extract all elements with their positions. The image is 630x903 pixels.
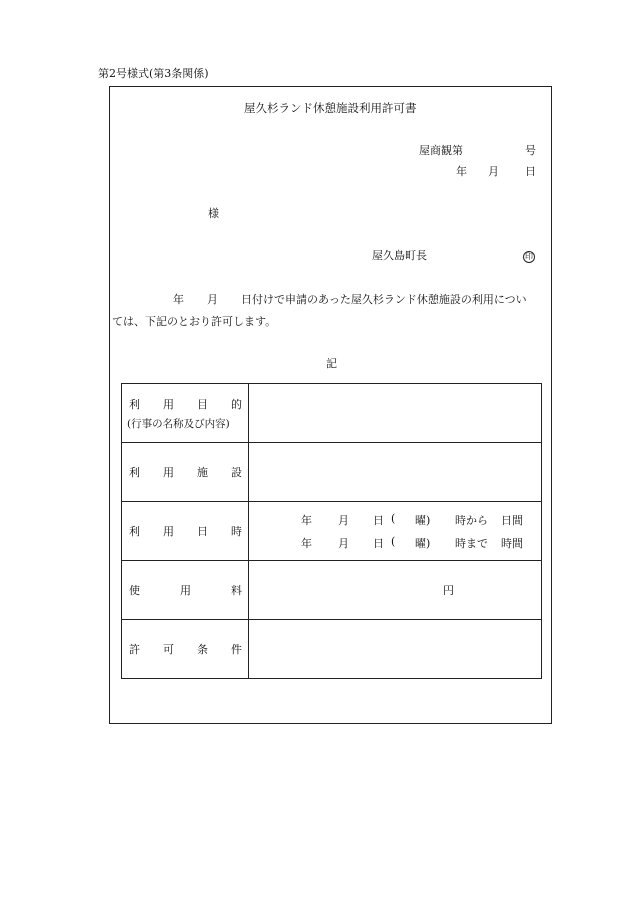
- label-char: 用: [180, 584, 191, 597]
- dt-day: 日: [373, 513, 384, 527]
- label-char: 用: [163, 525, 174, 538]
- table-row-datetime: [122, 502, 542, 561]
- body-text-line2: ては、下記のとおり許可します。: [112, 315, 277, 328]
- dt-month: 月: [338, 513, 349, 527]
- label-char: 設: [231, 466, 242, 479]
- dt-weekday: 曜): [415, 536, 431, 550]
- table-row-conditions: [122, 620, 542, 679]
- permit-details-table: [121, 383, 542, 679]
- dt-year: 年: [301, 536, 312, 550]
- label-char: 的: [231, 397, 242, 411]
- body-month: 月: [207, 293, 218, 306]
- dt-from: 時から: [455, 513, 488, 527]
- label-char: 件: [231, 643, 242, 656]
- label-purpose: [122, 396, 248, 412]
- label-char: 料: [231, 584, 242, 597]
- value-cell-purpose[interactable]: [249, 384, 542, 443]
- label-char: 施: [197, 466, 208, 479]
- body-text-line1: 日付けで申請のあった屋久杉ランド休憩施設の利用につい: [241, 293, 527, 306]
- label-cell-fee: [122, 561, 249, 620]
- label-char: 条: [197, 643, 208, 656]
- label-char: 許: [129, 643, 140, 656]
- form-number-label: 第2号様式(第3条関係): [98, 67, 209, 80]
- dt-paren: (: [391, 511, 396, 525]
- label-conditions: [122, 641, 248, 657]
- dt-month: 月: [338, 536, 349, 550]
- label-char: 可: [163, 643, 174, 656]
- dt-until: 時まで: [455, 536, 488, 550]
- label-cell-facility: [122, 443, 249, 502]
- label-datetime: [122, 523, 248, 539]
- date-year: 年: [456, 165, 467, 178]
- label-char: 利: [129, 397, 140, 411]
- value-cell-datetime[interactable]: [249, 502, 542, 561]
- label-char: 日: [197, 525, 208, 538]
- table-row-purpose: [122, 384, 542, 443]
- label-char: 目: [197, 397, 208, 411]
- datetime-line-end: [249, 535, 541, 551]
- official-seal-icon: [523, 250, 535, 263]
- seal-mark: 印: [525, 252, 533, 261]
- date-day: 日: [525, 165, 536, 178]
- fee-unit: 円: [443, 584, 454, 597]
- value-cell-conditions[interactable]: [249, 620, 542, 679]
- label-char: 時: [231, 525, 242, 538]
- label-facility: [122, 464, 248, 480]
- document-title: 屋久杉ランド休憩施設利用許可書: [244, 101, 417, 115]
- body-year: 年: [173, 293, 184, 306]
- label-char: 用: [163, 466, 174, 479]
- label-char: 利: [129, 525, 140, 538]
- dt-hours: 時間: [501, 536, 523, 550]
- reference-number-prefix: 屋商観第: [419, 144, 463, 157]
- value-cell-fee[interactable]: [249, 561, 542, 620]
- date-month: 月: [488, 165, 499, 178]
- dt-weekday: 曜): [415, 513, 431, 527]
- dt-day: 日: [373, 536, 384, 550]
- label-char: 用: [163, 397, 174, 411]
- table-row-facility: [122, 443, 542, 502]
- addressee-suffix: 様: [208, 207, 219, 220]
- ki-heading: 記: [326, 357, 337, 370]
- datetime-line-start: [249, 512, 541, 528]
- label-char: 使: [129, 584, 140, 597]
- label-cell-purpose: [122, 384, 249, 443]
- label-purpose-sub: (行事の名称及び内容): [127, 417, 230, 430]
- table-row-fee: [122, 561, 542, 620]
- dt-year: 年: [301, 513, 312, 527]
- dt-days: 日間: [501, 513, 523, 527]
- value-cell-facility[interactable]: [249, 443, 542, 502]
- issuer-name: 屋久島町長: [372, 249, 427, 262]
- label-char: 利: [129, 466, 140, 479]
- dt-paren: (: [391, 534, 396, 548]
- label-fee: [122, 582, 248, 598]
- label-cell-datetime: [122, 502, 249, 561]
- reference-number-suffix: 号: [525, 144, 536, 157]
- label-cell-conditions: [122, 620, 249, 679]
